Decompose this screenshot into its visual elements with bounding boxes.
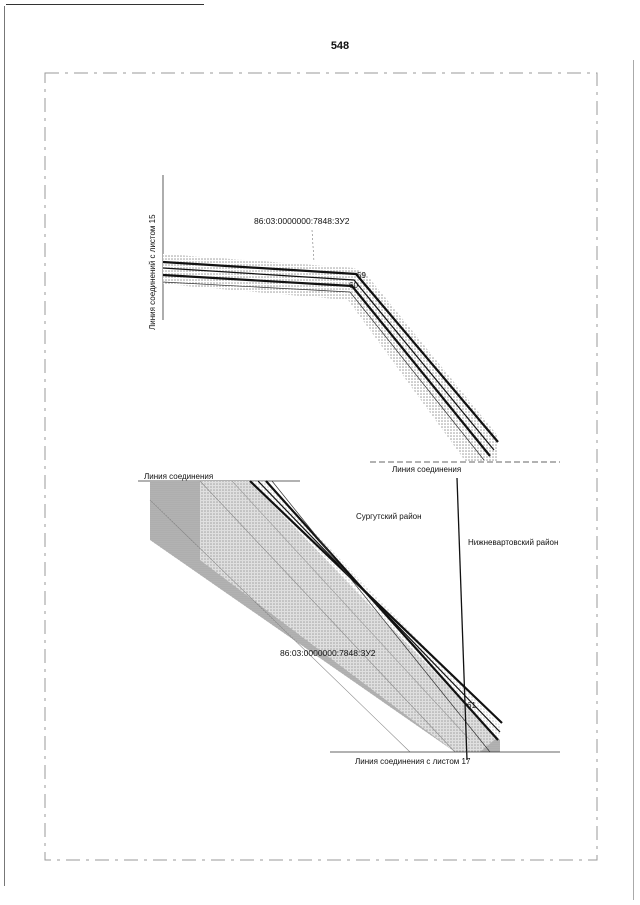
point-59-label: 59 xyxy=(357,271,366,280)
district-left-label: Сургутский район xyxy=(356,512,422,521)
bottom-cadastral-label: 86:03:0000000:7848:ЗУ2 xyxy=(280,648,376,658)
top-bottom-junction-label: Линия соединения xyxy=(392,465,462,474)
road-line-3 xyxy=(163,275,490,456)
bottom-bottom-junction-label: Линия соединения с листом 17 xyxy=(355,757,471,766)
point-60-label: 60 xyxy=(349,281,358,290)
bottom-parcel-band-outer xyxy=(200,481,500,752)
top-left-junction-label: Линия соединений с листом 15 xyxy=(148,214,157,330)
page-number: 548 xyxy=(330,40,350,52)
top-map xyxy=(163,175,560,462)
sheet-frame xyxy=(45,73,597,860)
point-61-label: 61 xyxy=(467,701,476,710)
bottom-map xyxy=(138,478,560,760)
top-cadastral-label: 86:03:0000000:7848:ЗУ2 xyxy=(254,216,350,226)
cadastral-leader-top xyxy=(312,230,314,262)
bottom-top-junction-label: Линия соединения xyxy=(144,472,214,481)
band-edge-2 xyxy=(200,481,455,752)
district-right-label: Нижневартовский район xyxy=(468,538,559,547)
